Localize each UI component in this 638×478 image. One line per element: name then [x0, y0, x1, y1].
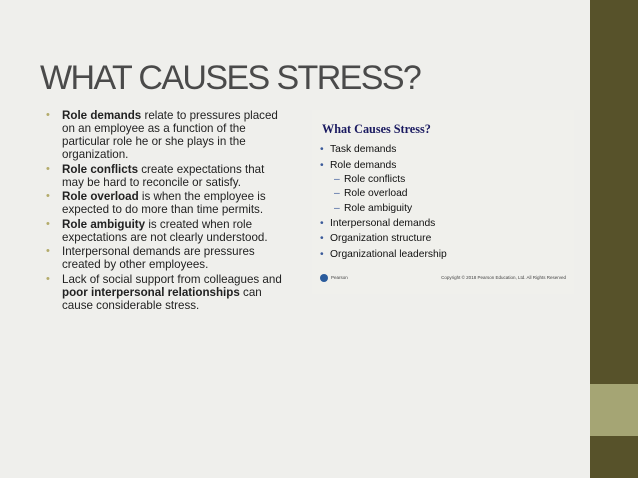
- bullet-dot-icon: •: [46, 162, 50, 175]
- figure-dash-icon: –: [334, 202, 340, 214]
- figure-list: [320, 142, 447, 263]
- figure-item-label: Organization structure: [330, 233, 432, 245]
- figure-bullet-icon: •: [320, 233, 324, 245]
- slide-title: WHAT CAUSES STRESS?: [40, 58, 421, 97]
- figure-title: What Causes Stress?: [322, 122, 431, 136]
- bullet-text: can cause considerable stress.: [62, 285, 262, 312]
- bullet-dot-icon: •: [46, 272, 50, 285]
- bullet-dot-icon: •: [46, 109, 50, 121]
- bullet-item: [46, 245, 286, 271]
- figure-dash-icon: –: [334, 188, 340, 200]
- figure-bullet-icon: •: [320, 159, 324, 171]
- bullet-list: [46, 109, 286, 313]
- figure-bullet-icon: •: [320, 217, 324, 229]
- figure-item-label: Organizational leadership: [330, 248, 447, 260]
- figure-footer: [320, 274, 566, 284]
- bullet-item: [46, 109, 286, 161]
- bullet-dot-icon: •: [46, 217, 50, 230]
- figure-item-label: Role demands: [330, 159, 397, 171]
- bullet-item: [46, 163, 286, 189]
- bullet-item: [46, 190, 286, 216]
- bullet-term: Role ambiguity: [62, 217, 146, 231]
- pearson-logo-icon: [320, 274, 328, 282]
- copyright-notice: Copyright © 2018 Pearson Education, Ltd. All Rights Reserved: [441, 275, 566, 280]
- bullet-item: [46, 273, 286, 312]
- pearson-logo-text: Pearson: [331, 275, 348, 280]
- bullet-term: Role conflicts: [62, 162, 139, 176]
- figure-sub-item: [320, 173, 447, 187]
- bullet-term: poor interpersonal relationships: [62, 285, 240, 299]
- bullet-dot-icon: •: [46, 190, 50, 202]
- textbook-figure: [312, 110, 574, 294]
- bullet-text: Interpersonal demands are pressures created by other employees.: [62, 245, 255, 271]
- figure-item-label: Interpersonal demands: [330, 217, 436, 229]
- bullet-dot-icon: •: [46, 245, 50, 257]
- figure-sub-item: [320, 187, 447, 201]
- figure-item-label: Task demands: [330, 144, 397, 155]
- figure-list-item: [320, 247, 447, 263]
- bullet-text: Lack of social support from colleagues and: [62, 272, 282, 286]
- bullet-text: create expectations that may be hard to reconcile or satisfy.: [62, 162, 265, 189]
- bullet-text: relate to pressures placed on an employee as a function of the particular role he or she plays in the organization.: [62, 109, 278, 161]
- figure-list-item: [320, 158, 447, 174]
- figure-list-item: [320, 142, 447, 158]
- bullet-term: Role overload: [62, 190, 139, 203]
- bullet-text: is when the employee is expected to do more than time permits.: [62, 190, 266, 216]
- figure-list-item: [320, 231, 447, 247]
- figure-list-item: [320, 216, 447, 232]
- figure-item-label: Role conflicts: [344, 174, 406, 186]
- bullet-item: [46, 218, 286, 244]
- figure-item-label: Role overload: [344, 188, 408, 200]
- figure-dash-icon: –: [334, 174, 340, 186]
- bullet-text: is created when role expectations are not clearly understood.: [62, 217, 268, 244]
- sidebar-accent-block: [590, 384, 638, 436]
- figure-item-label: Role ambiguity: [344, 202, 413, 214]
- figure-sub-item: [320, 202, 447, 216]
- figure-bullet-icon: •: [320, 248, 324, 260]
- bullet-term: Role demands: [62, 109, 142, 122]
- figure-bullet-icon: •: [320, 144, 324, 155]
